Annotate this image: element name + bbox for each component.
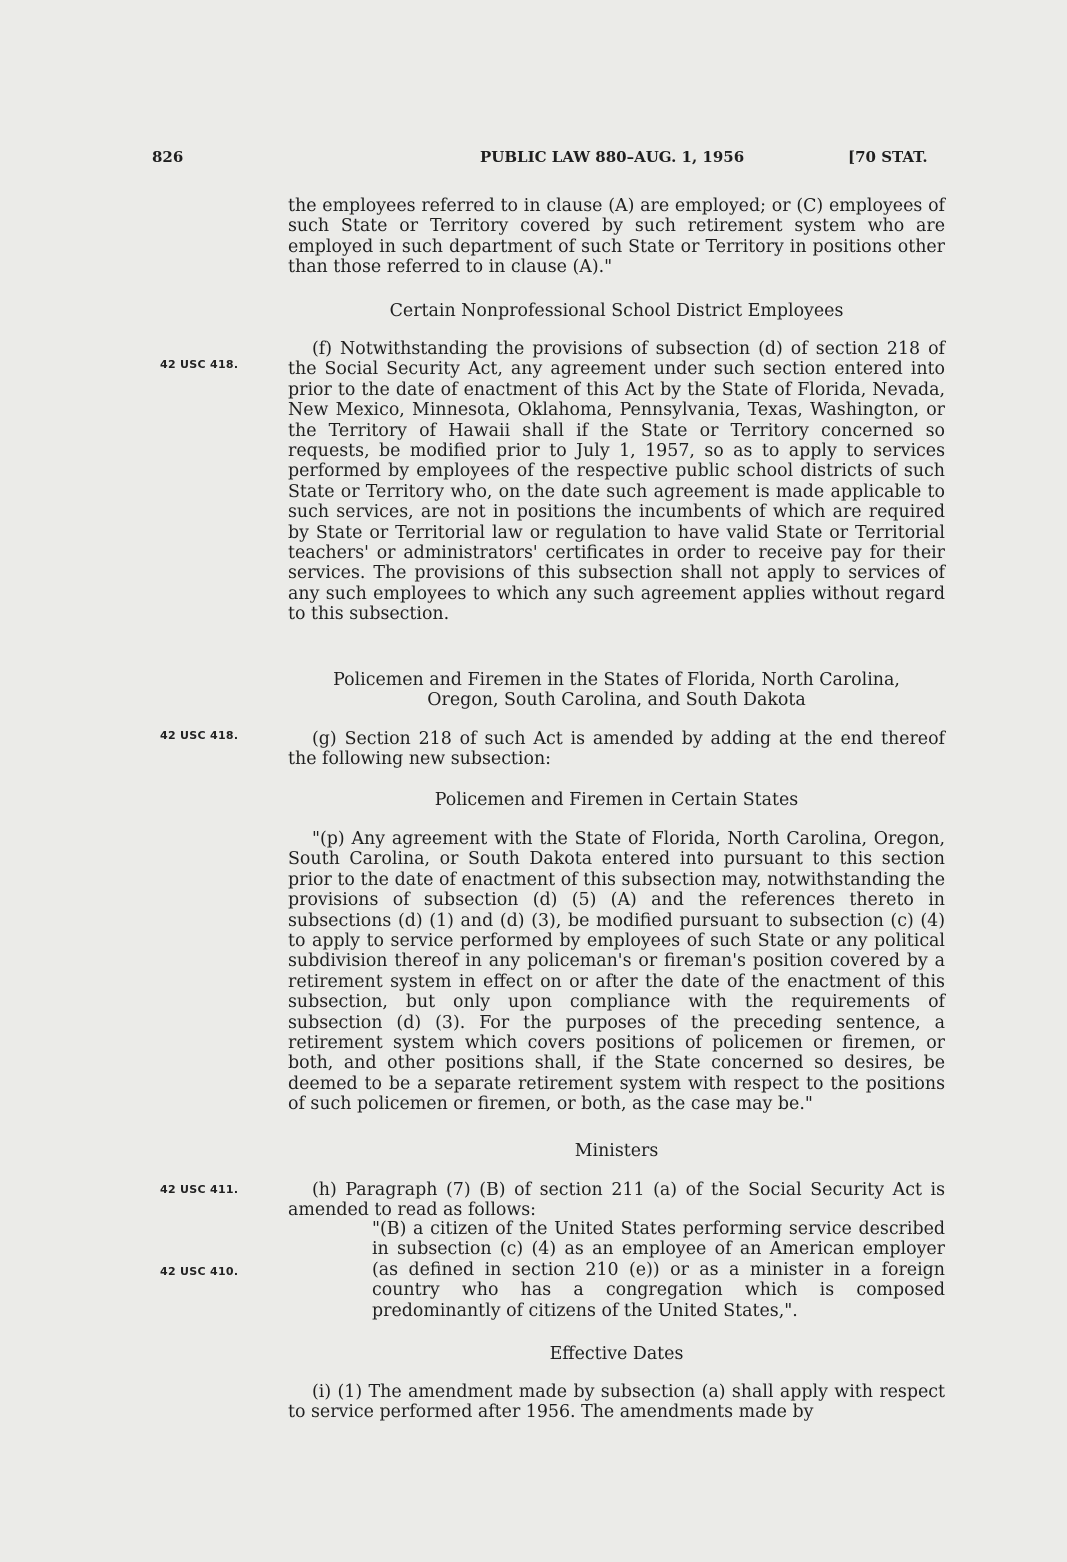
paragraph-continued: the employees referred to in clause (A) are employed; or (C) employees of such State or Territory covered by such retirement system who are employed in such department of such State or Territory in positions other than those referred to in clause (A)." [288,196,945,278]
paragraph-h: (h) Paragraph (7) (B) of section 211 (a) of the Social Security Act is amended to read as follows: [288,1180,945,1221]
quoted-clause-b: "(B) a citizen of the United States performing service described in subsection (c) (4) as an employee of an American employer (as defined in section 210 (e)) or as a minister in a foreign country who has a congregation which is composed predominantly of citizens of the United States,". [372,1219,945,1321]
running-title: PUBLIC LAW 880–AUG. 1, 1956 [480,148,745,166]
section-heading: Ministers [574,1141,659,1161]
page-number: 826 [152,148,184,166]
section-heading: Policemen and Firemen in the States of Florida, North Carolina, Oregon, South Carolina, and South Dakota [333,670,900,711]
section-heading: Effective Dates [549,1344,684,1364]
paragraph-f: (f) Notwithstanding the provisions of subsection (d) of section 218 of the Social Security Act, any agreement under such section entered into prior to the date of enactment of this Act by the State of Florida, Nevada, New Mexico, Minnesota, Oklahoma, Pennsylvania, Texas, Washington, or the Territory of Hawaii shall if the State or Territory concerned so requests, be modified prior to July 1, 1957, so as to apply to services performed by employees of the respective public school districts of such State or Territory who, on the date such agreement is made applicable to such services, are not in positions the incumbents of which are required by State or Territorial law or regulation to have valid State or Territorial teachers' or administrators' certificates in order to receive pay for their services. The provisions of this subsection shall not apply to services of any such employees to which any such agreement applies without regard to this subsection. [288,339,945,625]
paragraph-g: (g) Section 218 of such Act is amended by adding at the end thereof the following new subsection: [288,729,945,770]
section-heading: Policemen and Firemen in Certain States [434,790,799,810]
margin-note-citation: 42 USC 411. [160,1183,239,1196]
paragraph-i: (i) (1) The amendment made by subsection (a) shall apply with respect to service performed after 1956. The amendments made by [288,1382,945,1423]
margin-note-citation: 42 USC 418. [160,358,239,371]
paragraph-p: "(p) Any agreement with the State of Florida, North Carolina, Oregon, South Carolina, or South Dakota entered into pursuant to this section prior to the date of enactment of this subsection may, notwithstanding the provisions of subsection (d) (5) (A) and the references thereto in subsections (d) (1) and (d) (3), be modified pursuant to subsection (c) (4) to apply to service performed by employees of such State or any political subdivision thereof in any policeman's or fireman's position covered by a retirement system in effect on or after the date of the enactment of this subsection, but only upon compliance with the requirements of subsection (d) (3). For the purposes of the preceding sentence, a retirement system which covers positions of policemen or firemen, or both, and other positions shall, if the State concerned so desires, be deemed to be a separate retirement system with respect to the positions of such policemen or firemen, or both, as the case may be." [288,829,945,1115]
margin-note-citation: 42 USC 418. [160,729,239,742]
section-heading: Certain Nonprofessional School District Employees [389,301,844,321]
volume-reference: [70 STAT. [848,148,928,166]
margin-note-citation: 42 USC 410. [160,1265,239,1278]
